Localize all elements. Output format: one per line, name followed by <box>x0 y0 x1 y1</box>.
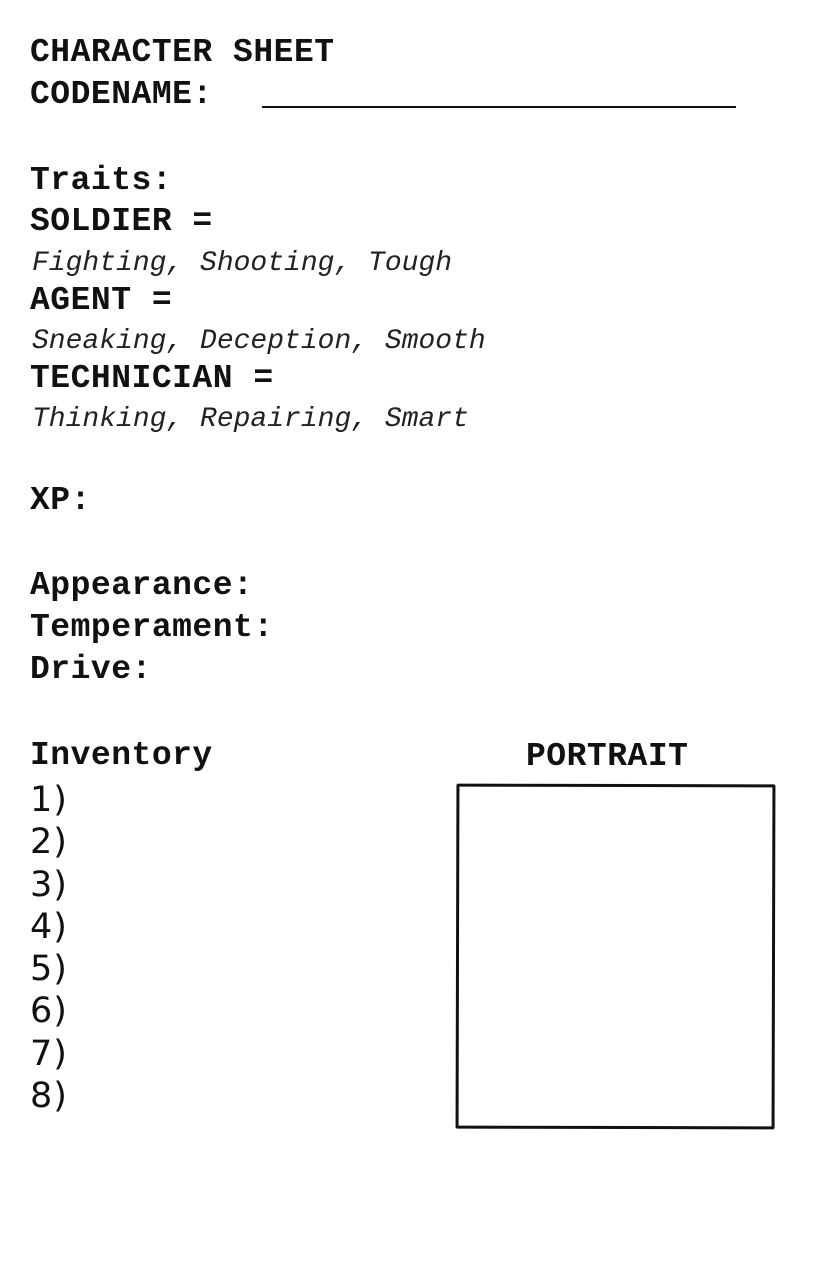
inventory-slot-8: 8) <box>30 1076 68 1116</box>
inventory-slot-4: 4) <box>30 907 68 947</box>
codename-label: CODENAME: <box>30 76 213 113</box>
inventory-slot-3: 3) <box>30 865 68 905</box>
inventory-slot-2: 2) <box>30 822 68 862</box>
temperament-label: Temperament: <box>30 609 274 646</box>
trait-name-technician: TECHNICIAN = <box>30 360 274 397</box>
xp-label: XP: <box>30 482 91 519</box>
trait-skills-technician: Thinking, Repairing, Smart <box>32 404 469 435</box>
codename-field-line[interactable] <box>262 106 736 108</box>
portrait-label: PORTRAIT <box>526 738 689 775</box>
portrait-box[interactable] <box>456 784 776 1130</box>
drive-label: Drive: <box>30 651 152 688</box>
inventory-slot-1: 1) <box>30 780 68 820</box>
inventory-slot-6: 6) <box>30 991 68 1031</box>
appearance-label: Appearance: <box>30 567 254 604</box>
trait-skills-agent: Sneaking, Deception, Smooth <box>32 326 486 357</box>
trait-skills-soldier: Fighting, Shooting, Tough <box>32 248 453 279</box>
inventory-slot-7: 7) <box>30 1034 68 1074</box>
trait-name-agent: AGENT = <box>30 282 173 319</box>
traits-heading: Traits: <box>30 162 173 199</box>
trait-name-soldier: SOLDIER = <box>30 203 213 240</box>
inventory-heading: Inventory <box>30 737 213 774</box>
inventory-slot-5: 5) <box>30 949 68 989</box>
sheet-title: CHARACTER SHEET <box>30 34 335 71</box>
